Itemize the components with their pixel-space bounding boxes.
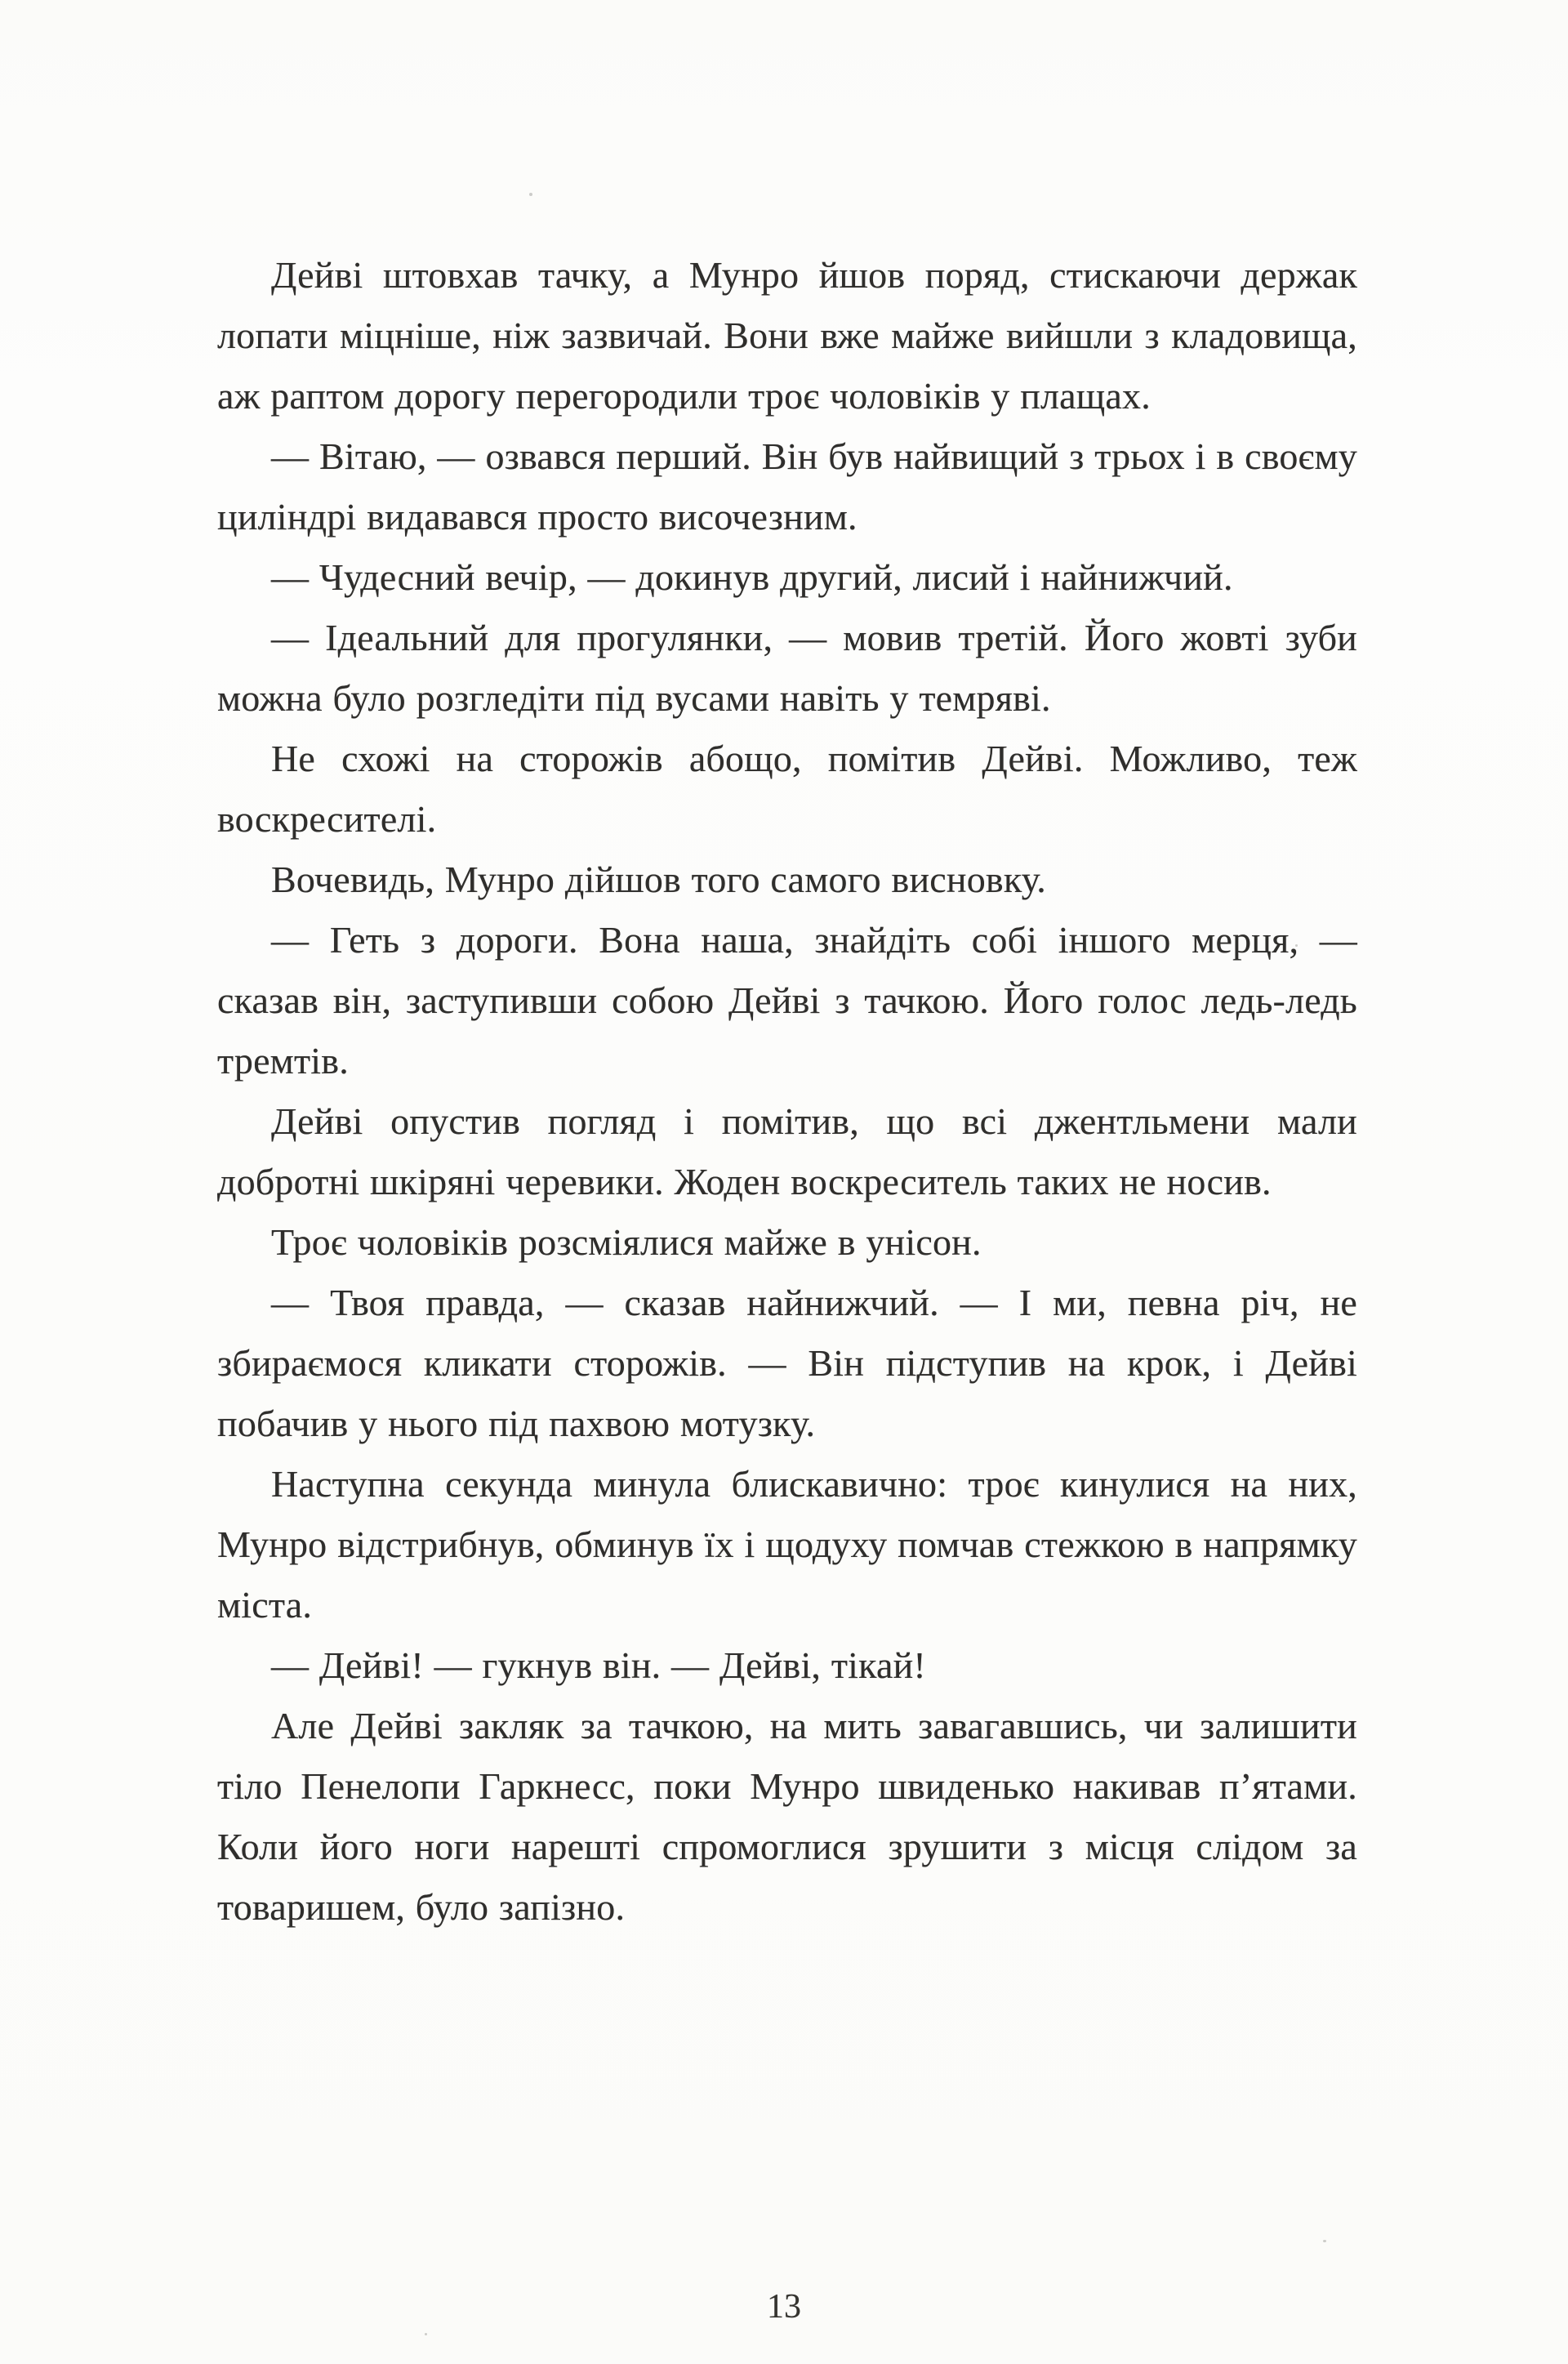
- page-text-block: [217, 245, 1357, 1938]
- paragraph: Не схожі на сторожів абощо, помітив Дейві. Можливо, теж воскресителі.: [217, 738, 1357, 840]
- paragraph: Але Дейві закляк за тачкою, на мить завагавшись, чи залишити тіло Пенелопи Гаркнесс, поки Мунро швиденько накивав п’ятами. Коли його ноги нарешті спромоглися зрушити з місця слідом за товаришем, було запізно.: [217, 1705, 1357, 1928]
- paragraph-dialogue: — Дейві! — гукнув він. — Дейві, тікай!: [271, 1644, 926, 1686]
- paragraph: Троє чоловіків розсміялися майже в унісон.: [271, 1221, 982, 1263]
- paragraph: Дейві штовхав тачку, а Мунро йшов поряд, стискаючи держак лопати міцніше, ніж зазвичай. Вони вже майже вийшли з кладовища, аж раптом дорогу перегородили троє чоловіків у плащах.: [217, 254, 1357, 417]
- paragraph-dialogue: — Геть з дороги. Вона наша, знайдіть собі іншого мерця, — сказав він, заступивши собою Дейві з тачкою. Його голос ледь-ледь тремтів.: [217, 919, 1357, 1082]
- page-number: 13: [767, 2288, 801, 2326]
- paragraph-dialogue: — Твоя правда, — сказав найнижчий. — І ми, певна річ, не збираємося кликати сторожів. — Він підступив на крок, і Дейві побачив у нього під пахвою мотузку.: [217, 1282, 1357, 1444]
- scan-speck: [425, 2333, 427, 2335]
- scan-speck: [529, 193, 532, 196]
- paragraph: Вочевидь, Мунро дійшов того самого висновку.: [271, 859, 1047, 900]
- paragraph: Дейві опустив погляд і помітив, що всі джентльмени мали добротні шкіряні черевики. Жоден воскреситель таких не носив.: [217, 1100, 1357, 1202]
- scan-speck: [1323, 2240, 1326, 2242]
- paragraph-dialogue: — Чудесний вечір, — докинув другий, лисий і найнижчий.: [271, 556, 1233, 598]
- paragraph-dialogue: — Ідеальний для прогулянки, — мовив третій. Його жовті зуби можна було розгледіти під вусами навіть у темряві.: [217, 617, 1357, 719]
- paragraph-dialogue: — Вітаю, — озвався перший. Він був найвищий з трьох і в своєму циліндрі видавався просто височезним.: [217, 435, 1357, 537]
- paragraph: Наступна секунда минула блискавично: троє кинулися на них, Мунро відстрибнув, обминув їх і щодуху помчав стежкою в напрямку міста.: [217, 1463, 1357, 1626]
